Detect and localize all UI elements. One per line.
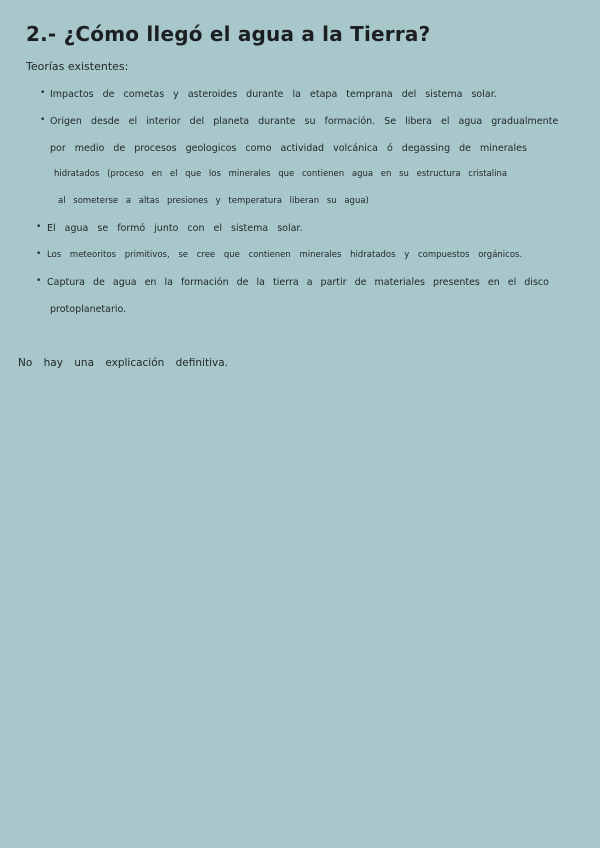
bullet-4-line-1: Los meteoritos primitivos, se cree que contienen minerales hidratados y compuestos orgánicos. <box>47 250 523 260</box>
section-subtitle: Teorías existentes: <box>26 60 129 73</box>
bullet-2-line-3: hidratados (proceso en el que los minerales que contienen agua en su estructura cristalina <box>54 169 508 179</box>
bullet-5-line-1: Captura de agua en la formación de la tierra a partir de materiales presentes en el disco <box>47 277 549 288</box>
bullet-5-line-2: protoplanetario. <box>50 304 127 315</box>
conclusion-text: No hay una explicación definitiva. <box>18 357 228 369</box>
bullet-marker: • <box>36 249 42 259</box>
bullet-3-line-1: El agua se formó junto con el sistema solar. <box>47 223 303 234</box>
bullet-2-line-1: Origen desde el interior del planeta durante su formación. Se libera el agua gradualmente <box>50 116 559 127</box>
bullet-marker: • <box>40 88 46 98</box>
bullet-marker: • <box>40 115 46 125</box>
page-title: 2.- ¿Cómo llegó el agua a la Tierra? <box>26 22 431 46</box>
bullet-1-line-1: Impactos de cometas y asteroides durante la etapa temprana del sistema solar. <box>50 89 497 100</box>
bullet-2-line-2: por medio de procesos geologicos como actividad volcánica ó degassing de minerales <box>50 143 527 154</box>
bullet-2-line-4: al someterse a altas presiones y temperatura liberan su agua) <box>58 196 369 206</box>
bullet-marker: • <box>36 222 42 232</box>
bullet-marker: • <box>36 276 42 286</box>
